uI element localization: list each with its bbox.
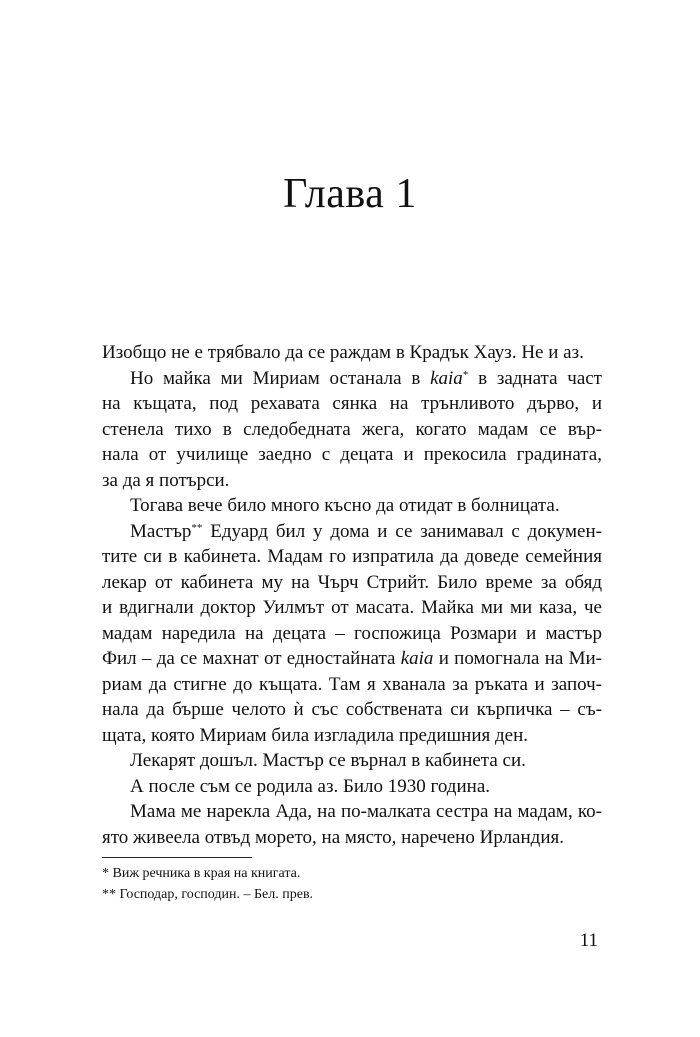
text-span: Фил – да се махнат от едностайната [102, 648, 401, 669]
italic-word: kaia [400, 648, 434, 669]
paragraph-4-line-9: щата, която Мириам била изгладила предишния ден. [102, 724, 528, 746]
paragraph-4-line-6 [102, 646, 602, 672]
paragraph-4-line-5: мадам наредила на децата – госпожица Розмари и мастър [102, 622, 602, 644]
paragraph-4-line-2: тите си в кабинета. Мадам го изпратила да доведе семейния [102, 546, 602, 567]
paragraph-4-line-7: риам да стигне до къщата. Там я хванала за ръката и започ- [102, 673, 602, 695]
paragraph-4-line-3: лекар от кабинета му на Чърч Стрийт. Било време за обяд [102, 571, 602, 593]
text-span: Но майка ми Мириам останала в [130, 367, 431, 389]
paragraph-2-line-1 [102, 366, 602, 392]
footnote-2: ** Господар, господин. – Бел. прев. [102, 887, 314, 902]
text-span: Мастър [130, 520, 192, 542]
paragraph-7-line-2: ято живеела отвъд морето, на място, наречено Ирландия. [102, 826, 564, 848]
text-span: в задната част [468, 367, 602, 389]
paragraph-6-line-1: А после съм се родила аз. Било 1930 година. [130, 775, 490, 797]
paragraph-4-line-1 [102, 519, 602, 545]
footnote-divider [102, 857, 252, 858]
paragraph-7-line-1: Мама ме нарекла Ада, на по-малката сестра на мадам, ко- [130, 801, 602, 822]
text-span: Едуард бил у дома и се занимавал с докумен- [202, 520, 602, 542]
page-number: 11 [579, 930, 598, 951]
chapter-title: Глава 1 [283, 171, 417, 217]
footnote-mark: ** [191, 521, 203, 534]
paragraph-2-line-3: стенела тихо в следобедната жега, когато мадам се вър- [102, 418, 602, 440]
chapter-body [102, 340, 602, 850]
footnote-mark: * [462, 368, 469, 381]
paragraph-2-line-2: на къщата, под рехавата сянка на трънливото дърво, и [102, 393, 602, 414]
paragraph-2-line-4: нала от училище заедно с децата и прекосила градината, [102, 444, 602, 465]
italic-word: kaia [430, 367, 463, 389]
paragraph-4-line-8: нала да бърше челото ѝ със собствената си кърпичка – съ- [102, 699, 602, 720]
paragraph-3-line-1: Тогава вече било много късно да отидат в болницата. [130, 495, 560, 516]
footnote-1: * Виж речника в края на книгата. [102, 866, 301, 881]
text-span: и помогнала на Ми- [433, 648, 602, 669]
paragraph-4-line-4: и вдигнали доктор Уилмът от масата. Майка ми ми каза, че [102, 597, 602, 618]
footnotes [102, 863, 602, 905]
paragraph-2-line-5: за да я потърси. [102, 469, 230, 491]
paragraph-5-line-1: Лекарят дошъл. Мастър се върнал в кабинета си. [130, 750, 526, 771]
paragraph-1-line-1: Изобщо не е трябвало да се раждам в Крадък Хауз. Не и аз. [102, 342, 584, 363]
